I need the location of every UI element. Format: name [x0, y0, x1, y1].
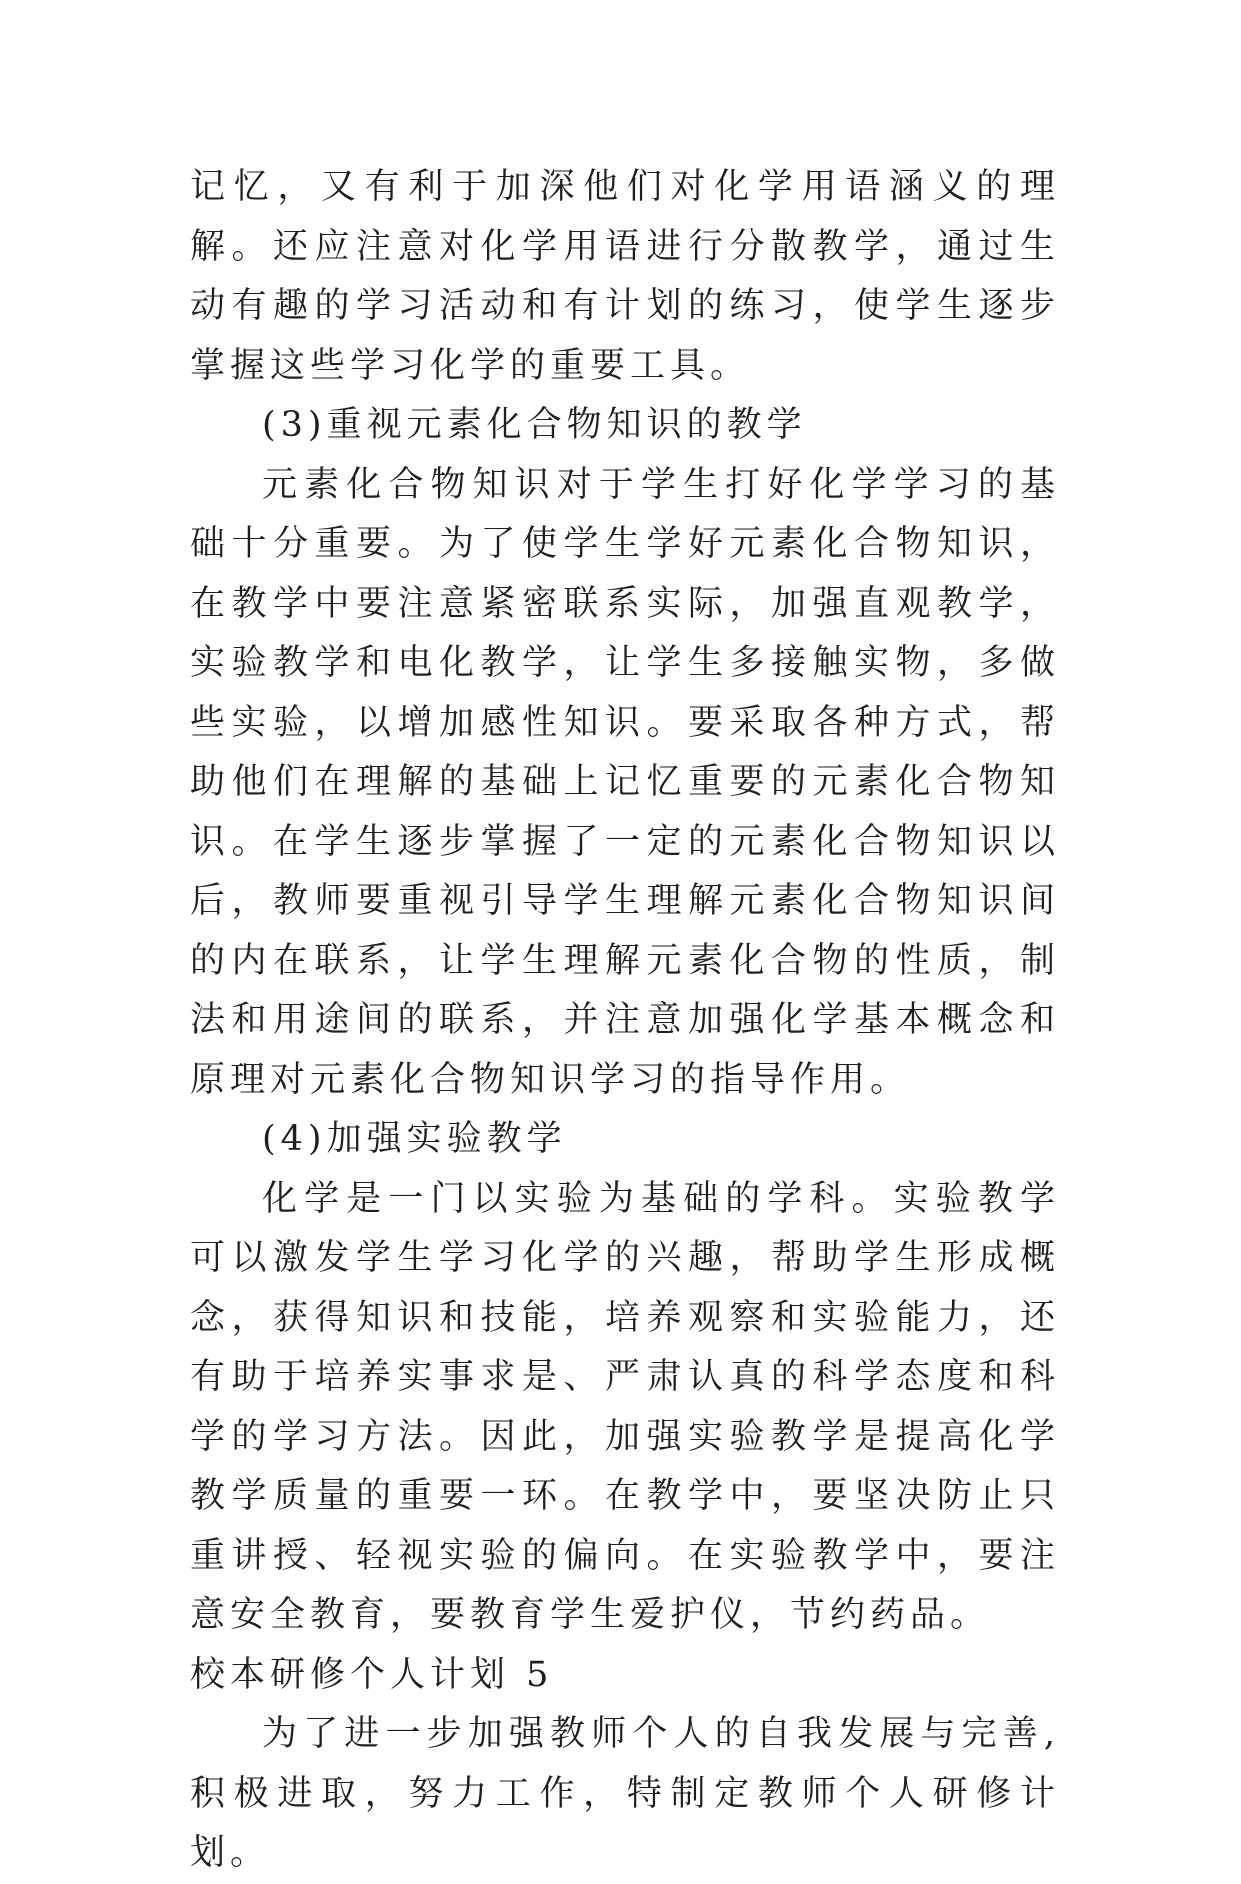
- paragraph-plan-intro: 为了进一步加强教师个人的自我发展与完善,积极进取，努力工作，特制定教师个人研修计划。: [190, 1714, 1060, 1873]
- paragraph-experiment-teaching: 化学是一门以实验为基础的学科。实验教学可以激发学生学习化学的兴趣，帮助学生形成概念，获得知识和技能，培养观察和实验能力，还有助于培养实事求是、严肃认真的科学态度和科学的学习方法。因此，加强实验教学是提高化学教学质量的重要一环。在教学中，要坚决防止只重讲授、轻视实验的偏向。在实验教学中，要注意安全教育，要教育学生爱护仪，节约药品。: [190, 1178, 1060, 1635]
- section-heading-experiment-teaching: (4)加强实验教学: [262, 1119, 567, 1159]
- document-heading-plan-5: 校本研修个人计划 5: [190, 1654, 554, 1695]
- document-body: [190, 158, 1060, 1884]
- paragraph-element-compounds: 元素化合物知识对于学生打好化学学习的基础十分重要。为了使学生学好元素化合物知识，在教学中要注意紧密联系实际，加强直观教学，实验教学和电化教学，让学生多接触实物，多做些实验，以增加感性知识。要采取各种方式，帮助他们在理解的基础上记忆重要的元素化合物知识。在学生逐步掌握了一定的元素化合物知识以后，教师要重视引导学生理解元素化合物知识间的内在联系，让学生理解元素化合物的性质，制法和用途间的联系，并注意加强化学基本概念和原理对元素化合物知识学习的指导作用。: [190, 464, 1060, 1100]
- paragraph-chemistry-terms: 记忆，又有利于加深他们对化学用语涵义的理解。还应注意对化学用语进行分散教学，通过生动有趣的学习活动和有计划的练习，使学生逐步掌握这些学习化学的重要工具。: [190, 167, 1060, 386]
- section-heading-element-compounds: (3)重视元素化合物知识的教学: [262, 405, 807, 445]
